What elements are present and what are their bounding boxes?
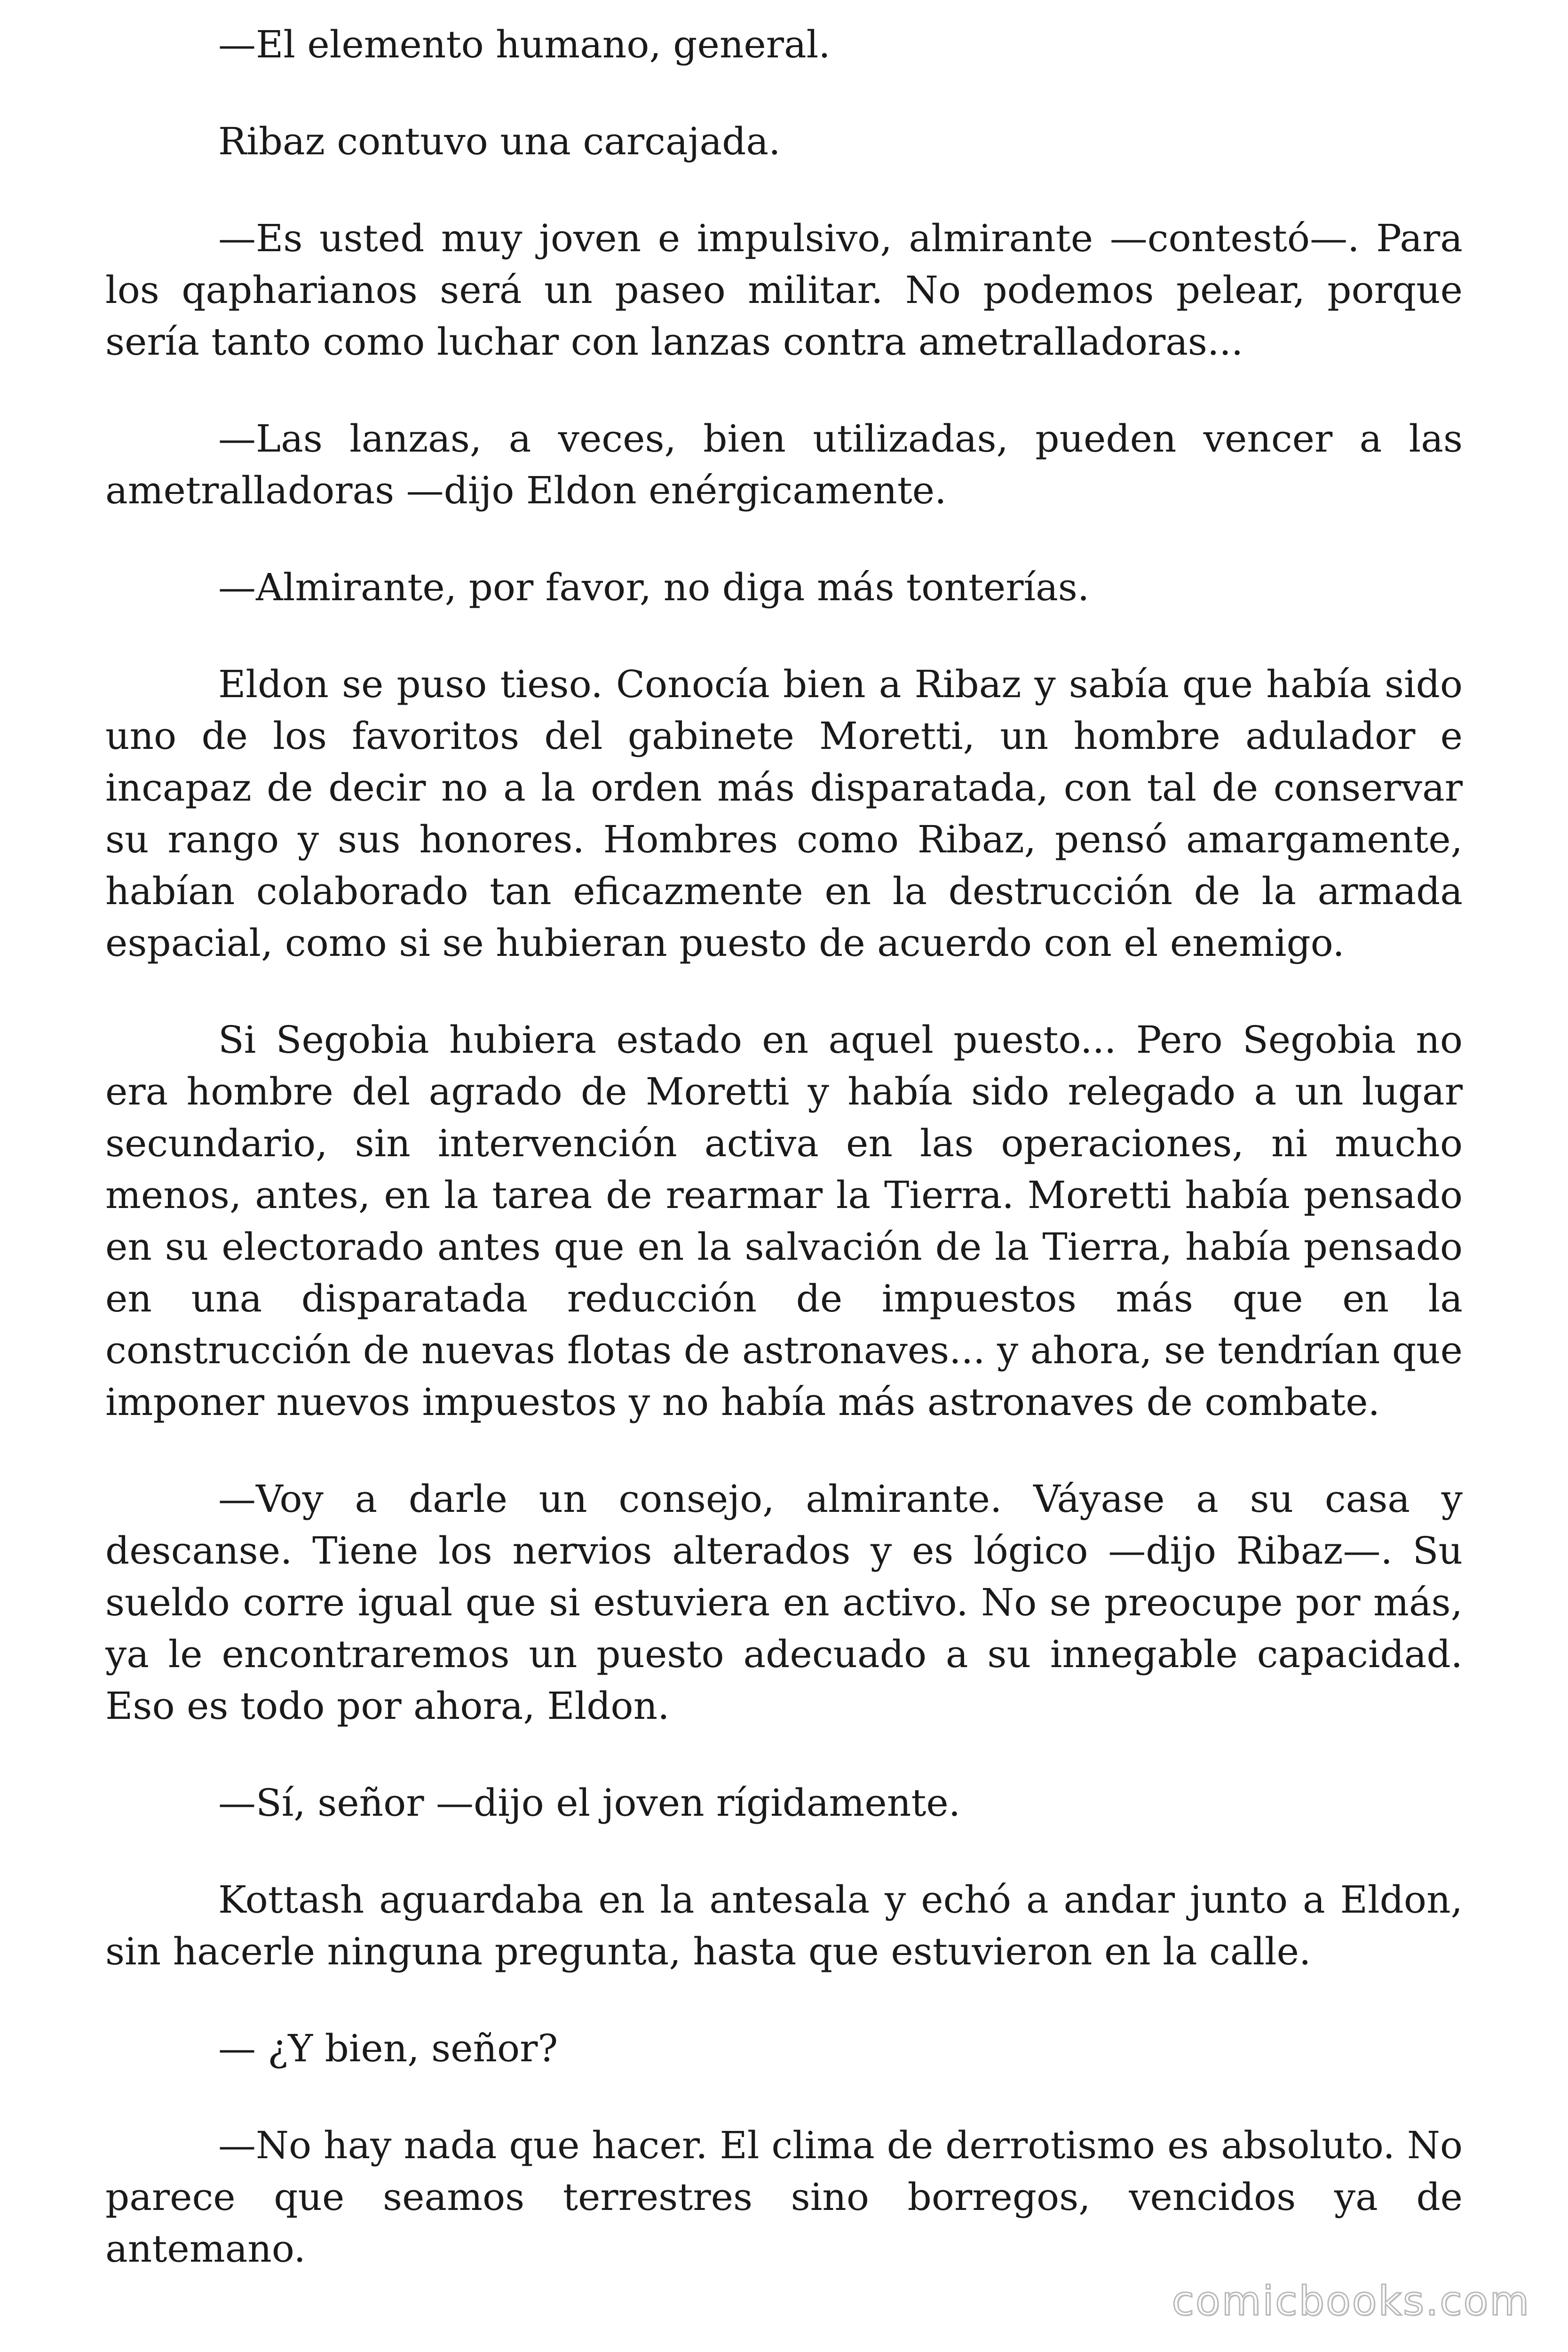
paragraph-9: —Sí, señor —dijo el joven rígidamente. bbox=[218, 1781, 961, 1825]
paragraph-2: Ribaz contuvo una carcajada. bbox=[218, 119, 781, 163]
paragraph-3: —Es usted muy joven e impulsivo, almirante —contestó—. Para los qapharianos será un paseo militar. No podemos pelear, porque sería tanto como luchar con lanzas contra ametralladoras... bbox=[105, 216, 1463, 364]
paragraph-10: Kottash aguardaba en la antesala y echó a andar junto a Eldon, sin hacerle ninguna pregunta, hasta que estuvieron en la calle. bbox=[105, 1878, 1463, 1973]
paragraph-4: —Las lanzas, a veces, bien utilizadas, pueden vencer a las ametralladoras —dijo Eldon enérgicamente. bbox=[105, 417, 1463, 512]
paragraph-11: — ¿Y bien, señor? bbox=[218, 2026, 558, 2070]
paragraph-12: —No hay nada que hacer. El clima de derrotismo es absoluto. No parece que seamos terrestres sino borregos, vencidos ya de antemano. bbox=[105, 2123, 1463, 2271]
paragraph-6: Eldon se puso tieso. Conocía bien a Ribaz y sabía que había sido uno de los favoritos del gabinete Moretti, un hombre adulador e incapaz de decir no a la orden más disparatada, con tal de conservar su rango y sus honores. Hombres como Ribaz, pensó amargamente, habían colaborado tan eficazmente en la destrucción de la armada espacial, como si se hubieran puesto de acuerdo con el enemigo. bbox=[105, 662, 1463, 965]
paragraph-8: —Voy a darle un consejo, almirante. Váyase a su casa y descanse. Tiene los nervios alterados y es lógico —dijo Ribaz—. Su sueldo corre igual que si estuviera en activo. No se preocupe por más, ya le encontraremos un puesto adecuado a su innegable capacidad. Eso es todo por ahora, Eldon. bbox=[105, 1477, 1463, 1728]
paragraph-5: —Almirante, por favor, no diga más tonterías. bbox=[218, 565, 1090, 609]
book-page bbox=[105, 19, 1463, 2320]
paragraph-1: —El elemento humano, general. bbox=[218, 23, 831, 66]
paragraph-7: Si Segobia hubiera estado en aquel puesto... Pero Segobia no era hombre del agrado de Moretti y había sido relegado a un lugar secundario, sin intervención activa en las operaciones, ni mucho menos, antes, en la tarea de rearmar la Tierra. Moretti había pensado en su electorado antes que en la salvación de la Tierra, había pensado en una disparatada reducción de impuestos más que en la construcción de nuevas flotas de astronaves... y ahora, se tendrían que imponer nuevos impuestos y no había más astronaves de combate. bbox=[105, 1018, 1463, 1424]
watermark-logo: comicbooks.com bbox=[1172, 2278, 1530, 2325]
